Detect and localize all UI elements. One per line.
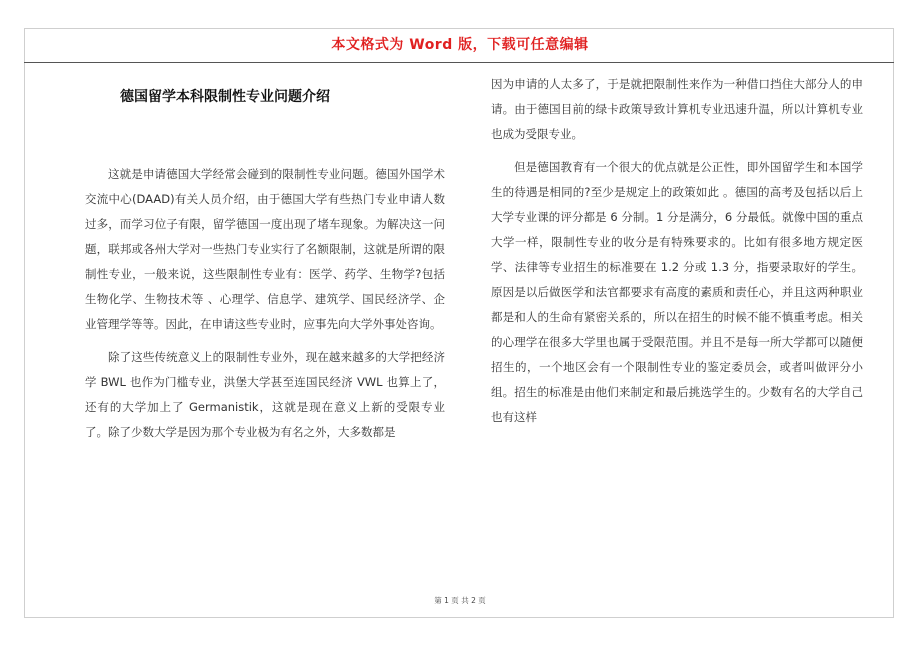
left-column: [85, 162, 445, 445]
right-column: [491, 72, 863, 430]
paragraph-2: 除了这些传统意义上的限制性专业外，现在越来越多的大学把经济学 BWL 也作为门槛专业，洪堡大学甚至连国民经济 VWL 也算上了，还有的大学加上了 Germanistik，这就是现在意义上新的受限专业了。除了少数大学是因为那个专业极为有名之外，大多数都是: [85, 350, 445, 439]
paragraph-2-continued: 因为申请的人太多了，于是就把限制性来作为一种借口挡住大部分人的申请。由于德国目前的绿卡政策导致计算机专业迅速升温，所以计算机专业也成为受限专业。: [491, 77, 863, 141]
paragraph-1: 这就是申请德国大学经常会碰到的限制性专业问题。德国外国学术交流中心(DAAD)有关人员介绍，由于德国大学有些热门专业申请人数过多，而学习位子有限，留学德国一度出现了堵车现象。为解决这一问题，联邦或各州大学对一些热门专业实行了名额限制，这就是所谓的限制性专业，一般来说，这些限制性专业有：医学、药学、生物学?包括生物化学、生物技术等 、心理学、信息学、建筑学、国民经济学、企业管理学等等。因此，在申请这些专业时，应事先向大学外事处咨询。: [85, 167, 445, 331]
paragraph-3: 但是德国教育有一个很大的优点就是公正性，即外国留学生和本国学生的待遇是相同的?至少是规定上的政策如此 。德国的高考及包括以后上大学专业课的评分都是 6 分制。1 分是满分，6 分最低。就像中国的重点大学一样，限制性专业的收分是有特殊要求的。比如有很多地方规定医学、法律等专业招生的标准要在 1.2 分或 1.3 分，指要录取好的学生。原因是以后做医学和法官都要求有高度的素质和责任心，并且这两种职业都是和人的生命有紧密关系的，所以在招生的时候不能不慎重考虑。相关的心理学在很多大学里也属于受限范围。并且不是每一所大学都可以随便招生的，一个地区会有一个限制性专业的鉴定委员会，或者叫做评分小组。招生的标准是由他们来制定和最后挑选学生的。少数有名的大学自己也有这样: [491, 160, 863, 424]
document-title: 德国留学本科限制性专业问题介绍: [120, 89, 330, 105]
page-number-footer: 第 1 页 共 2 页: [434, 596, 486, 605]
header-rule: [24, 62, 894, 63]
word-format-banner: 本文格式为 Word 版，下载可任意编辑: [331, 37, 589, 53]
